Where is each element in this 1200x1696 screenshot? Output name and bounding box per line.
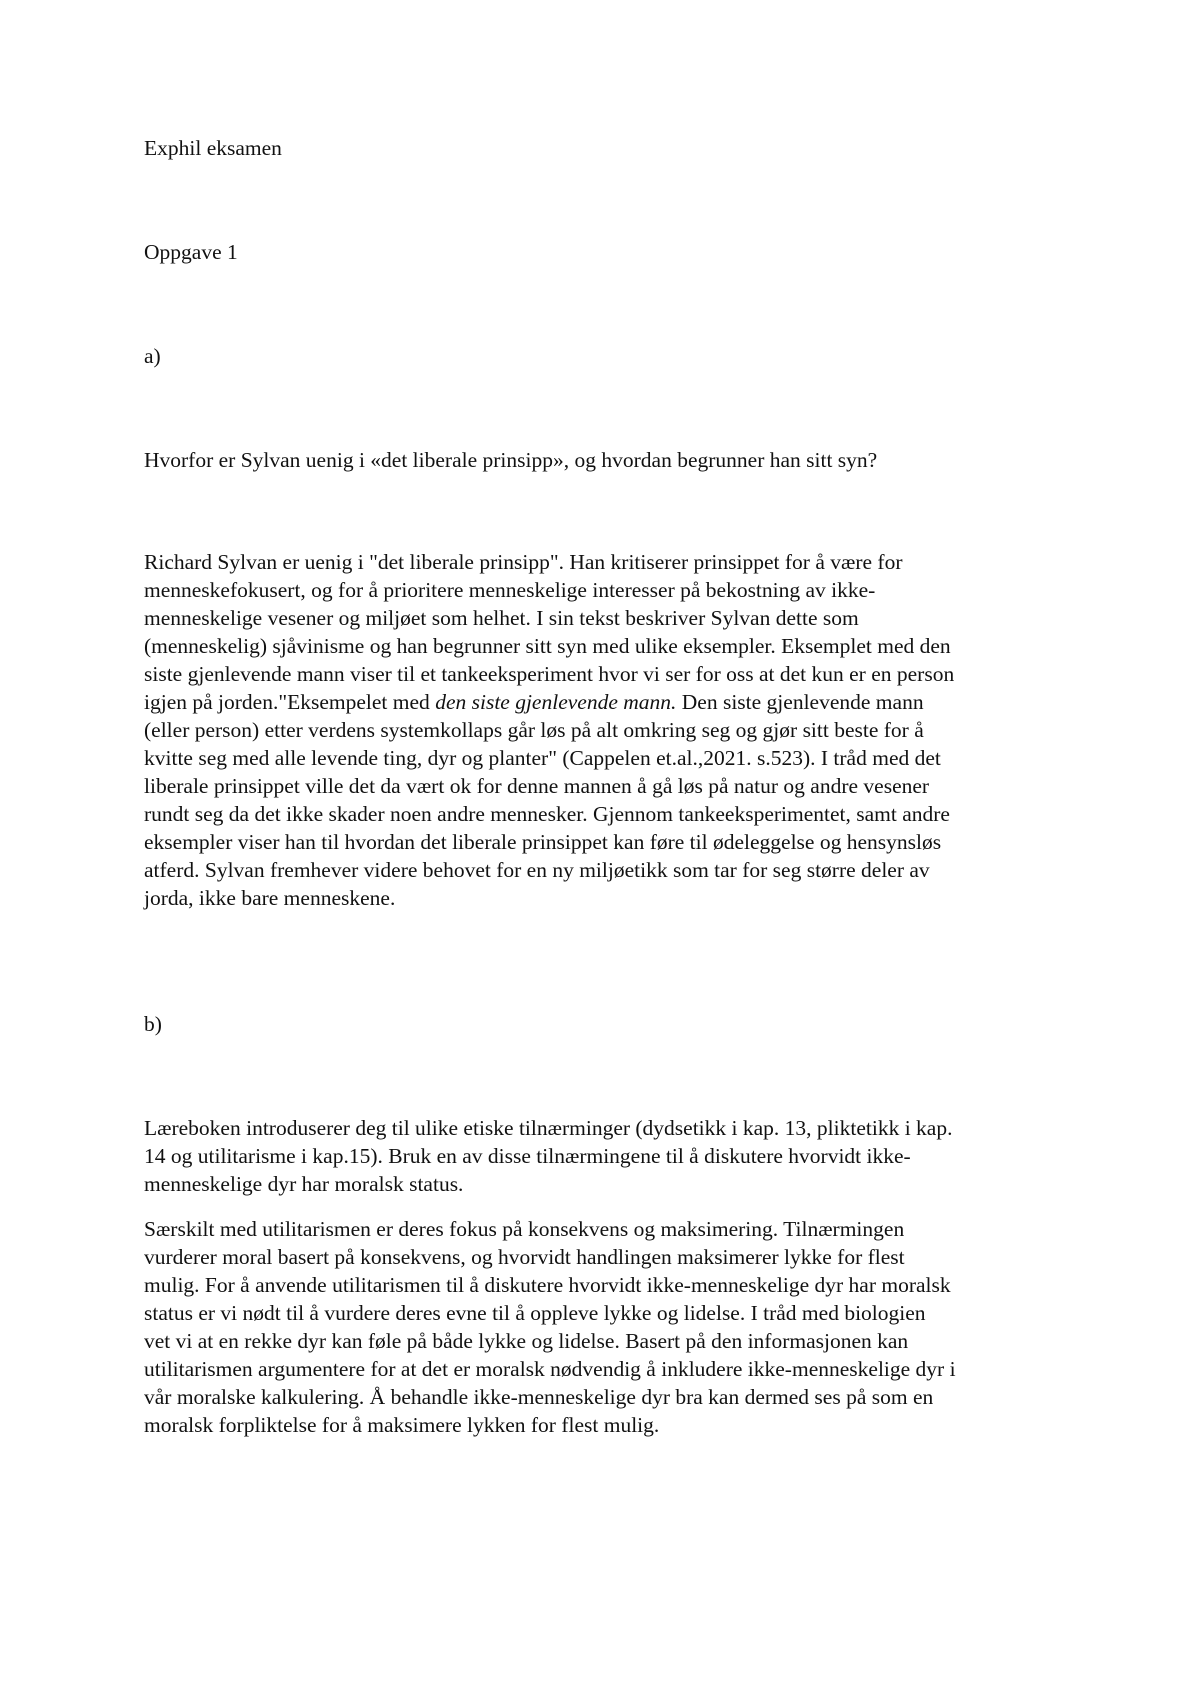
answer-line: status er vi nødt til å vurdere deres evne til å oppleve lykke og lidelse. I tråd med biologien: [144, 1301, 926, 1325]
answer-line: Særskilt med utilitarismen er deres fokus på konsekvens og maksimering. Tilnærmingen: [144, 1217, 905, 1241]
answer-line: jorda, ikke bare menneskene.: [144, 886, 396, 910]
question-line: menneskelige dyr har moralsk status.: [144, 1172, 464, 1196]
part-a-label: a): [144, 344, 161, 368]
part-b-label: b): [144, 1012, 162, 1036]
part-a-answer: [144, 548, 1076, 912]
answer-line: vet vi at en rekke dyr kan føle på både lykke og lidelse. Basert på den informasjonen kan: [144, 1329, 909, 1353]
answer-line: rundt seg da det ikke skader noen andre mennesker. Gjennom tankeeksperimentet, samt andre: [144, 802, 950, 826]
answer-line: utilitarismen argumentere for at det er moralsk nødvendig å inkludere ikke-menneskelige dyr i: [144, 1357, 956, 1381]
answer-line: mulig. For å anvende utilitarismen til å diskutere hvorvidt ikke-menneskelige dyr har moralsk: [144, 1273, 951, 1297]
answer-line: vår moralske kalkulering. Å behandle ikke-menneskelige dyr bra kan dermed ses på som en: [144, 1385, 934, 1409]
answer-line: kvitte seg med alle levende ting, dyr og planter" (Cappelen et.al.,2021. s.523). I tråd med det: [144, 746, 941, 770]
task-heading: Oppgave 1: [144, 240, 238, 264]
answer-line-with-italic: [144, 688, 1076, 716]
part-b-question: [144, 1114, 1076, 1198]
answer-line: (eller person) etter verdens systemkollaps går løs på alt omkring seg og gjør sitt beste for å: [144, 718, 924, 742]
answer-text: igjen på jorden."Eksempelet med: [144, 690, 436, 714]
question-line: 14 og utilitarisme i kap.15). Bruk en av disse tilnærmingene til å diskutere hvorvidt ikke-: [144, 1144, 911, 1168]
answer-line: eksempler viser han til hvordan det liberale prinsippet kan føre til ødeleggelse og hensynsløs: [144, 830, 942, 854]
answer-line: (menneskelig) sjåvinisme og han begrunner sitt syn med ulike eksempler. Eksemplet med den: [144, 634, 951, 658]
part-b-answer: [144, 1215, 1076, 1439]
answer-text: Den siste gjenlevende mann: [676, 690, 924, 714]
answer-line: Richard Sylvan er uenig i "det liberale prinsipp". Han kritiserer prinsippet for å være for: [144, 550, 903, 574]
document-title: Exphil eksamen: [144, 136, 282, 160]
answer-line: moralsk forpliktelse for å maksimere lykken for flest mulig.: [144, 1413, 660, 1437]
part-a-question: Hvorfor er Sylvan uenig i «det liberale prinsipp», og hvordan begrunner han sitt syn?: [144, 448, 878, 472]
answer-line: atferd. Sylvan fremhever videre behovet for en ny miljøetikk som tar for seg større deler av: [144, 858, 930, 882]
answer-line: menneskefokusert, og for å prioritere menneskelige interesser på bekostning av ikke-: [144, 578, 876, 602]
question-line: Læreboken introduserer deg til ulike etiske tilnærminger (dydsetikk i kap. 13, pliktetikk i kap.: [144, 1116, 953, 1140]
answer-line: vurderer moral basert på konsekvens, og hvorvidt handlingen maksimerer lykke for flest: [144, 1245, 905, 1269]
answer-line: siste gjenlevende mann viser til et tankeeksperiment hvor vi ser for oss at det kun er en person: [144, 662, 955, 686]
italic-example-title: den siste gjenlevende mann.: [435, 690, 677, 714]
answer-line: menneskelige vesener og miljøet som helhet. I sin tekst beskriver Sylvan dette som: [144, 606, 859, 630]
answer-line: liberale prinsippet ville det da vært ok for denne mannen å gå løs på natur og andre vesener: [144, 774, 930, 798]
